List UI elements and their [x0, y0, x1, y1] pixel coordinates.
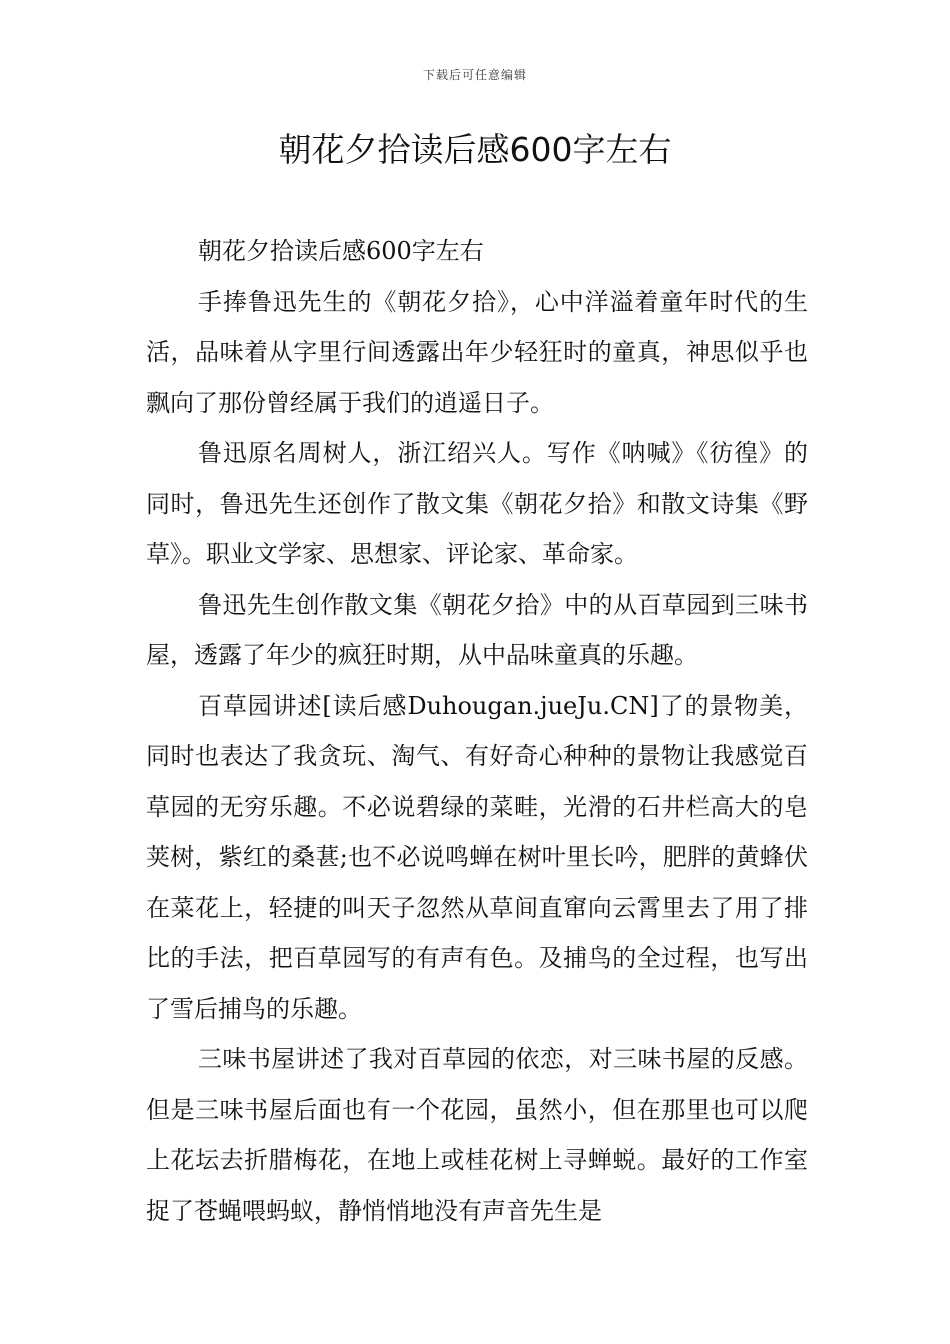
paragraph: 三味书屋讲述了我对百草园的依恋，对三味书屋的反感。但是三味书屋后面也有一个花园，虽然小，但在那里也可以爬上花坛去折腊梅花，在地上或桂花树上寻蝉蜕。最好的工作室捉了苍蝇喂蚂蚁，静悄悄地没有声音先生是	[146, 1045, 808, 1225]
paragraph: 鲁迅先生创作散文集《朝花夕拾》中的从百草园到三味书屋，透露了年少的疯狂时期，从中品味童真的乐趣。	[146, 590, 808, 669]
paragraph: 百草园讲述[读后感Duhougan.jueJu.CN]了的景物美，同时也表达了我贪玩、淘气、有好奇心种种的景物让我感觉百草园的无穷乐趣。不必说碧绿的菜畦，光滑的石井栏高大的皂荚树，紫红的桑葚;也不必说鸣蝉在树叶里长吟，肥胖的黄蜂伏在菜花上，轻捷的叫天子忽然从草间直窜向云霄里去了用了排比的手法，把百草园写的有声有色。及捕鸟的全过程，也写出了雪后捕鸟的乐趣。	[146, 691, 808, 1023]
document-title: 朝花夕拾读后感600字左右	[278, 130, 672, 169]
document-body	[146, 226, 808, 1236]
paragraph: 手捧鲁迅先生的《朝花夕拾》，心中洋溢着童年时代的生活，品味着从字里行间透露出年少轻狂时的童真，神思似乎也飘向了那份曾经属于我们的逍遥日子。	[146, 287, 808, 417]
paragraph-subtitle: 朝花夕拾读后感600字左右	[198, 237, 484, 265]
paragraph: 鲁迅原名周树人，浙江绍兴人。写作《呐喊》《彷徨》的同时，鲁迅先生还创作了散文集《朝花夕拾》和散文诗集《野草》。职业文学家、思想家、评论家、革命家。	[146, 439, 808, 568]
header-note: 下载后可任意编辑	[422, 68, 527, 82]
